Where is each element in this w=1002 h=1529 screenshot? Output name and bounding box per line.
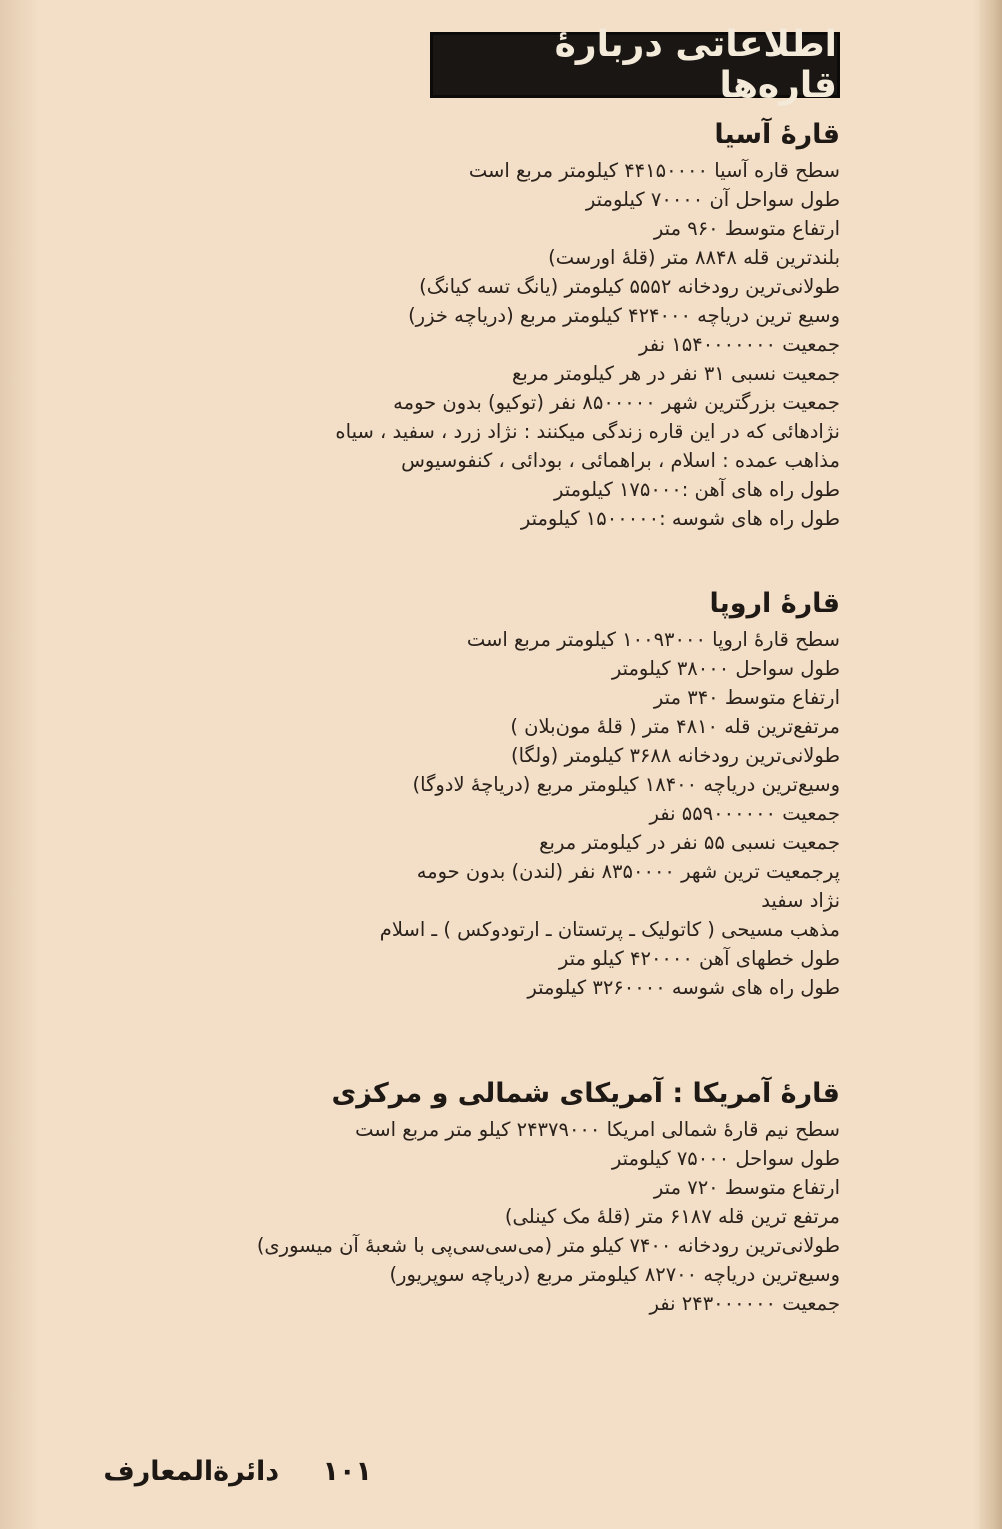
fact-line: طول راه های شوسه ۳۲۶۰۰۰۰ کیلومتر <box>527 976 840 999</box>
fact-line: جمعیت نسبی ۳۱ نفر در هر کیلومتر مربع <box>511 362 840 385</box>
fact-line: بلندترین قله ۸۸۴۸ متر (قلهٔ اورست) <box>548 246 840 269</box>
fact-line: طولانی‌ترین رودخانه ۵۵۵۲ کیلومتر (یانگ تسه کیانگ) <box>419 275 840 298</box>
fact-line: مذاهب عمده : اسلام ، براهمائی ، بودائی ، کنفوسیوس <box>401 449 840 472</box>
fact-line: وسیع‌ترین دریاچه ۸۲۷۰۰ کیلومتر مربع (دریاچه سوپریور) <box>389 1263 840 1286</box>
section-europe <box>380 585 840 1002</box>
fact-line: طول سواحل آن ۷۰۰۰۰ کیلومتر <box>585 188 840 211</box>
fact-line: وسیع ترین دریاچه ۴۲۴۰۰۰ کیلومتر مربع (دریاچه خزر) <box>408 304 840 327</box>
fact-line: وسیع‌ترین دریاچه ۱۸۴۰۰ کیلومتر مربع (دریاچهٔ لادوگا) <box>412 773 840 796</box>
section-heading-asia: قارهٔ آسیا <box>714 119 840 150</box>
book-spine-edge <box>980 0 1002 1529</box>
book-name: دائرةالمعارف <box>103 1456 280 1487</box>
fact-line: طول سواحل ۷۵۰۰۰ کیلومتر <box>611 1147 840 1170</box>
section-north-america <box>257 1075 840 1318</box>
fact-line: جمعیت ۱۵۴۰۰۰۰۰۰۰ نفر <box>639 333 840 356</box>
page-footer <box>103 1456 372 1487</box>
fact-line: طول راه های آهن :۱۷۵۰۰۰ کیلومتر <box>553 478 840 501</box>
fact-line: مرتفع ترین قله ۶۱۸۷ متر (قلهٔ مک کینلی) <box>504 1205 840 1228</box>
fact-line: نژاد سفید <box>761 889 840 912</box>
fact-line: مرتفع‌ترین قله ۴۸۱۰ متر ( قلهٔ مون‌بلان ) <box>510 715 840 738</box>
fact-line: ارتفاع متوسط ۹۶۰ متر <box>653 217 840 240</box>
section-heading-america: قارهٔ آمریکا : آمریکای شمالی و مرکزی <box>331 1078 840 1109</box>
fact-line: طول راه های شوسه :۱۵۰۰۰۰۰ کیلومتر <box>520 507 840 530</box>
fact-line: جمعیت نسبی ۵۵ نفر در کیلومتر مربع <box>539 831 840 854</box>
section-heading-europe: قارهٔ اروپا <box>709 588 840 619</box>
fact-line: ارتفاع متوسط ۳۴۰ متر <box>653 686 840 709</box>
fact-line: مذهب مسیحی ( کاتولیک ـ پرتستان ـ ارتودوکس ) ـ اسلام <box>379 918 840 941</box>
page-title-box <box>430 24 840 106</box>
fact-line: ارتفاع متوسط ۷۲۰ متر <box>653 1176 840 1199</box>
fact-line: جمعیت بزرگترین شهر ۸۵۰۰۰۰۰ نفر (توکیو) بدون حومه <box>393 391 840 414</box>
fact-line: طولانی‌ترین رودخانه ۳۶۸۸ کیلومتر (ولگا) <box>510 744 840 767</box>
fact-line: سطح قاره آسیا ۴۴۱۵۰۰۰۰ کیلومتر مربع است <box>468 159 840 182</box>
fact-line: طولانی‌ترین رودخانه ۷۴۰۰ کیلو متر (می‌سی‌سی‌پی با شعبهٔ آن میسوری) <box>256 1234 840 1257</box>
fact-line: سطح نیم قارهٔ شمالی امریکا ۲۴۳۷۹۰۰۰ کیلو متر مربع است <box>355 1118 840 1141</box>
fact-line: طول خطهای آهن ۴۲۰۰۰۰ کیلو متر <box>558 947 840 970</box>
page-title: اطلاعاتی دربارهٔ قاره‌ها <box>554 24 837 106</box>
page-number: ۱۰۱ <box>322 1456 372 1487</box>
fact-line: طول سواحل ۳۸۰۰۰ کیلومتر <box>611 657 840 680</box>
fact-line: جمعیت ۵۵۹۰۰۰۰۰۰ نفر <box>649 802 840 825</box>
fact-line: جمعیت ۲۴۳۰۰۰۰۰۰ نفر <box>649 1292 840 1315</box>
fact-line: سطح قارهٔ اروپا ۱۰۰۹۳۰۰۰ کیلومتر مربع است <box>466 628 840 651</box>
fact-line: پرجمعیت ترین شهر ۸۳۵۰۰۰۰ نفر (لندن) بدون حومه <box>416 860 840 883</box>
fact-line: نژادهائی که در این قاره زندگی میکنند : نژاد زرد ، سفید ، سیاه <box>335 420 840 443</box>
section-asia <box>335 116 840 533</box>
